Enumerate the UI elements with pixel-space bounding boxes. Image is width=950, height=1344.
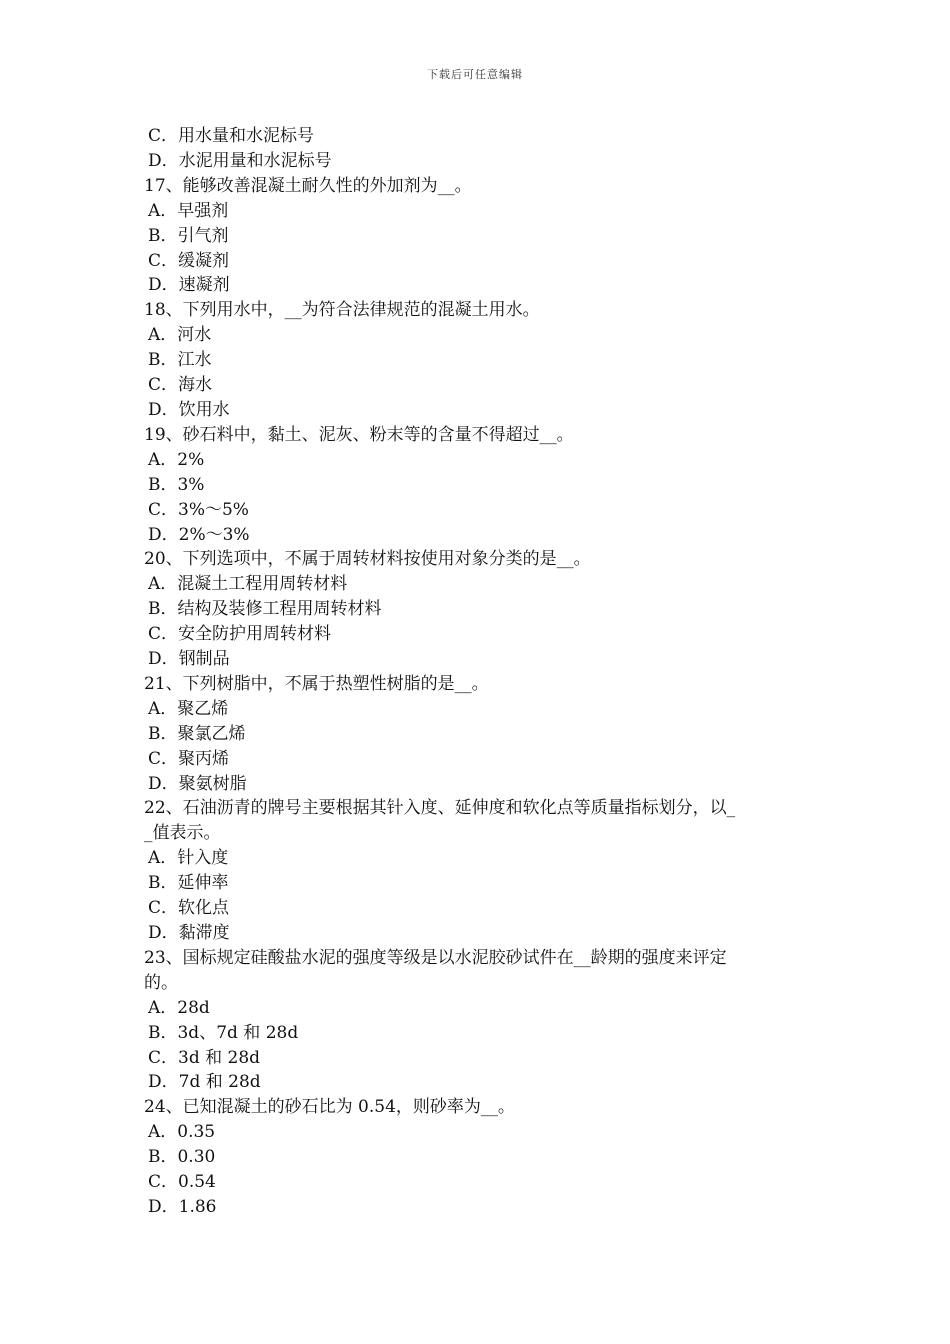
question-text: 18、下列用水中，__为符合法律规范的混凝土用水。 — [144, 300, 540, 321]
answer-option: A．针入度 — [148, 848, 229, 869]
question-text: 24、已知混凝土的砂石比为 0.54，则砂率为__。 — [144, 1097, 515, 1118]
question-text: 22、石油沥青的牌号主要根据其针入度、延伸度和软化点等质量指标划分，以_ — [144, 798, 736, 819]
answer-option: B．0.30 — [148, 1147, 216, 1168]
answer-option: B．引气剂 — [148, 225, 229, 246]
answer-option: D．饮用水 — [148, 399, 230, 420]
question-text: 19、砂石料中，黏土、泥灰、粉末等的含量不得超过__。 — [144, 424, 574, 445]
answer-option: C．3d 和 28d — [148, 1047, 261, 1068]
answer-option: C．软化点 — [148, 898, 230, 919]
answer-option: D．钢制品 — [148, 649, 230, 670]
answer-option: A．聚乙烯 — [148, 698, 229, 719]
answer-option: A．2% — [148, 449, 205, 470]
answer-option: A．混凝土工程用周转材料 — [148, 574, 348, 595]
question-text: 23、国标规定硅酸盐水泥的强度等级是以水泥胶砂试件在__龄期的强度来评定 — [144, 947, 727, 968]
answer-option: B．聚氯乙烯 — [148, 723, 246, 744]
answer-option: C．海水 — [148, 375, 213, 396]
question-text: _值表示。 — [144, 823, 221, 844]
answer-option: B．3% — [148, 474, 205, 495]
page-header-note: 下载后可任意编辑 — [427, 68, 523, 81]
answer-option: A．早强剂 — [148, 200, 229, 221]
answer-option: D．7d 和 28d — [148, 1072, 261, 1093]
answer-option: A．0.35 — [148, 1122, 216, 1143]
answer-option: D．2%～3% — [148, 524, 250, 545]
question-text: 17、能够改善混凝土耐久性的外加剂为__。 — [144, 175, 472, 196]
answer-option: B．3d、7d 和 28d — [148, 1022, 299, 1043]
answer-option: D．1.86 — [148, 1196, 217, 1217]
question-text: 的。 — [144, 972, 178, 993]
answer-option: C．3%～5% — [148, 499, 249, 520]
question-text: 21、下列树脂中，不属于热塑性树脂的是__。 — [144, 673, 489, 694]
answer-option: B．江水 — [148, 350, 212, 371]
answer-option: D．速凝剂 — [148, 275, 230, 296]
answer-option: A．28d — [148, 997, 210, 1018]
answer-option: C．用水量和水泥标号 — [148, 126, 315, 146]
answer-option: C．安全防护用周转材料 — [148, 624, 332, 645]
answer-option: C．缓凝剂 — [148, 250, 230, 271]
answer-option: C．0.54 — [148, 1172, 216, 1193]
answer-option: D．聚氨树脂 — [148, 773, 247, 794]
answer-option: A．河水 — [148, 325, 212, 346]
document-body — [144, 124, 812, 1220]
question-text: 20、下列选项中，不属于周转材料按使用对象分类的是__。 — [144, 549, 591, 570]
answer-option: D．黏滞度 — [148, 923, 230, 943]
answer-option: B．结构及装修工程用周转材料 — [148, 599, 382, 620]
answer-option: D．水泥用量和水泥标号 — [148, 150, 332, 171]
answer-option: B．延伸率 — [148, 873, 229, 894]
answer-option: C．聚丙烯 — [148, 748, 230, 769]
